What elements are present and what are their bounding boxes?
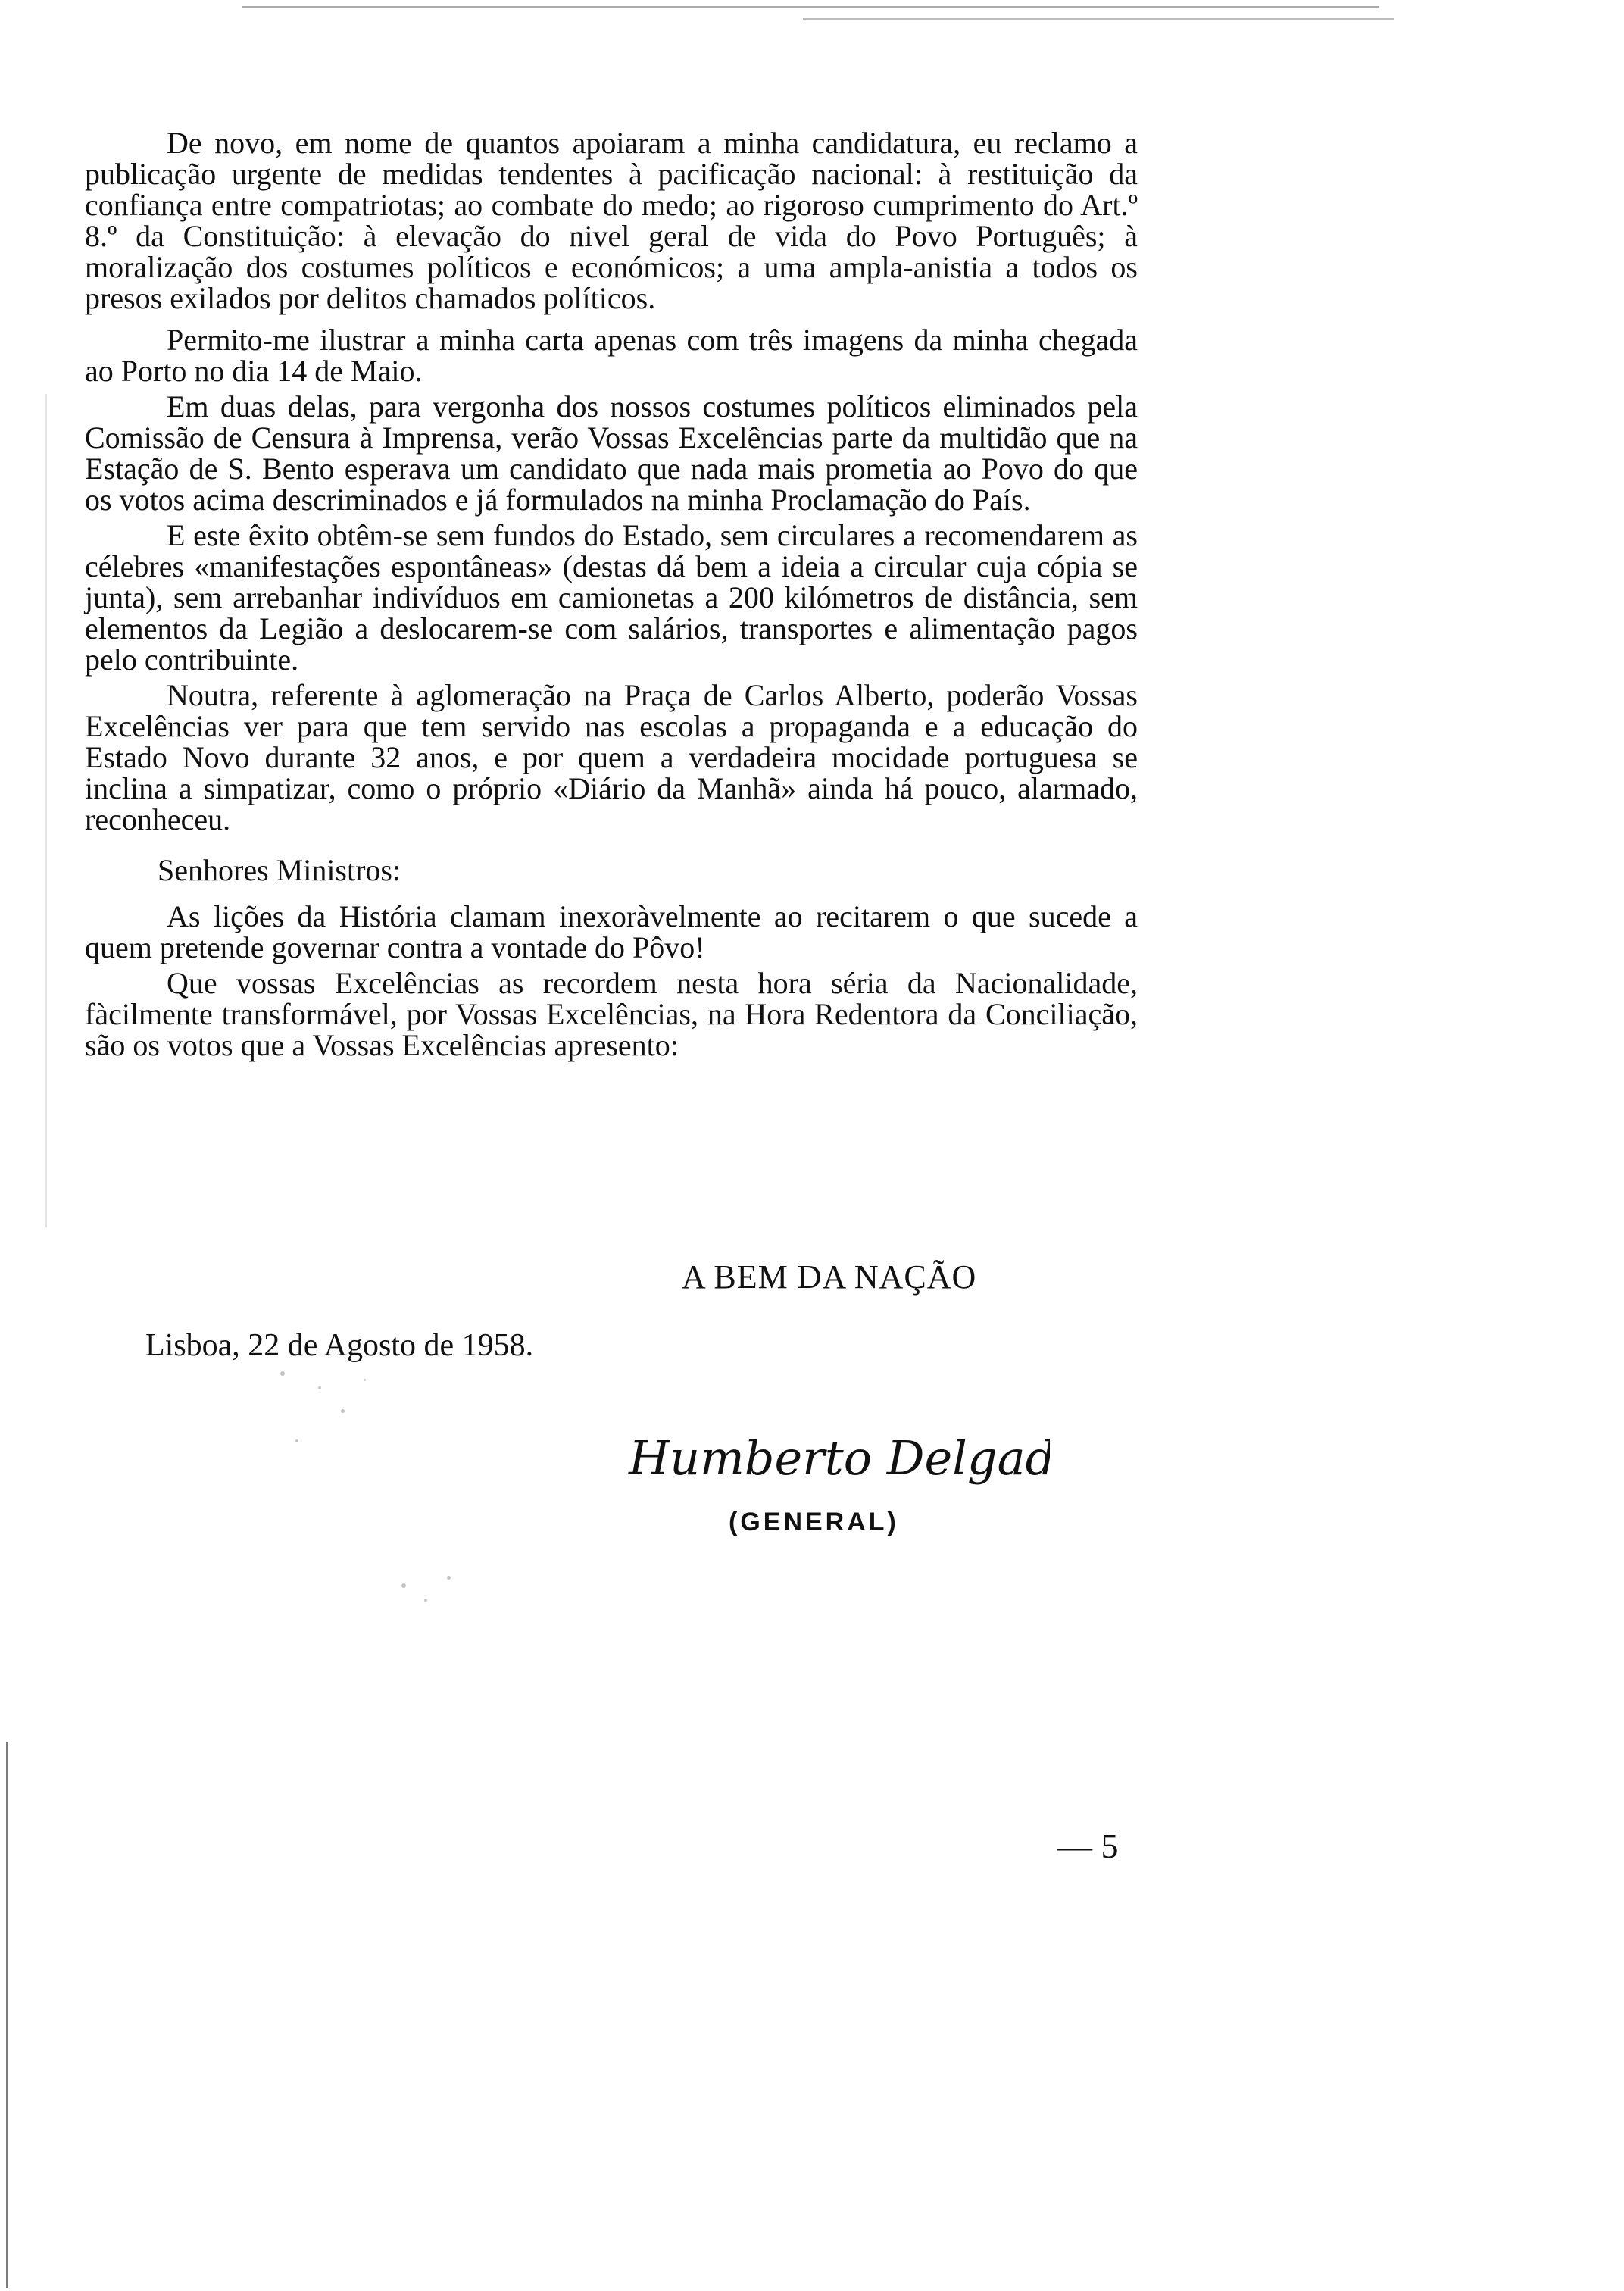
scan-margin-rule [45, 394, 47, 1227]
closing-formula: A BEM DA NAÇÃO [682, 1258, 977, 1296]
letter-body [85, 127, 1138, 1065]
paragraph: Noutra, referente à aglomeração na Praça de Carlos Alberto, poderão Vossas Excelências ver para que tem servido nas escolas a propaganda e a educação do Estado Novo durante 32 anos, e por quem a verdadeira mocidade portuguesa se inclina a simpatizar, como o próprio «Diário da Manhã» ainda há pouco, alarmado, reconheceu. [85, 678, 1138, 836]
signature-image [626, 1421, 1050, 1494]
paragraph: Em duas delas, para vergonha dos nossos costumes políticos eliminados pela Comissão de Censura à Imprensa, verão Vossas Excelências parte da multidão que na Estação de S. Bento esperava um candidato que nada mais prometia ao Povo do que os votos acima descriminados e já formulados na minha Proclamação do País. [85, 389, 1138, 517]
place-date: Lisboa, 22 de Agosto de 1958. [145, 1328, 534, 1363]
paragraph: As lições da História clamam inexoràvelmente ao recitarem o que sucede a quem pretende governar contra a vontade do Pôvo! [85, 899, 1138, 964]
paragraph: De novo, em nome de quantos apoiaram a minha candidatura, eu reclamo a publicação urgente de medidas tendentes à pacificação nacional: à restituição da confiança entre compatriotas; ao combate do medo; ao rigoroso cumprimento do Art.º 8.º da Constituição: à elevação do nivel geral de vida do Povo Português; à moralização dos costumes políticos e económicos; a uma ampla-anistia a todos os presos exilados por delitos chamados políticos. [85, 126, 1138, 315]
signature-text: Humberto Delgado [629, 1430, 1050, 1486]
signatory-rank: (GENERAL) [729, 1508, 899, 1536]
paragraph: E este êxito obtêm-se sem fundos do Estado, sem circulares a recomendarem as célebres «manifestações espontâneas» (destas dá bem a ideia a circular cuja cópia se junta), sem arrebanhar indivíduos em camionetas a 200 kilómetros de distância, sem elementos da Legião a deslocarem-se com salários, transportes e alimentação pagos pelo contribuinte. [85, 518, 1138, 677]
salutation: Senhores Ministros: [158, 853, 401, 887]
scan-edge-line [242, 6, 1379, 8]
page-number: — 5 [1057, 1827, 1119, 1865]
scan-margin-rule [6, 1742, 8, 2288]
paragraph: Permito-me ilustrar a minha carta apenas com três imagens da minha chegada ao Porto no dia 14 de Maio. [85, 323, 1138, 388]
scan-edge-line [803, 18, 1394, 20]
faded-stamp [250, 1356, 568, 1629]
signature [626, 1421, 1050, 1494]
paragraph: Que vossas Excelências as recordem nesta hora séria da Nacionalidade, fàcilmente transformável, por Vossas Excelências, na Hora Redentora da Conciliação, são os votos que a Vossas Excelências apresento: [85, 966, 1138, 1062]
